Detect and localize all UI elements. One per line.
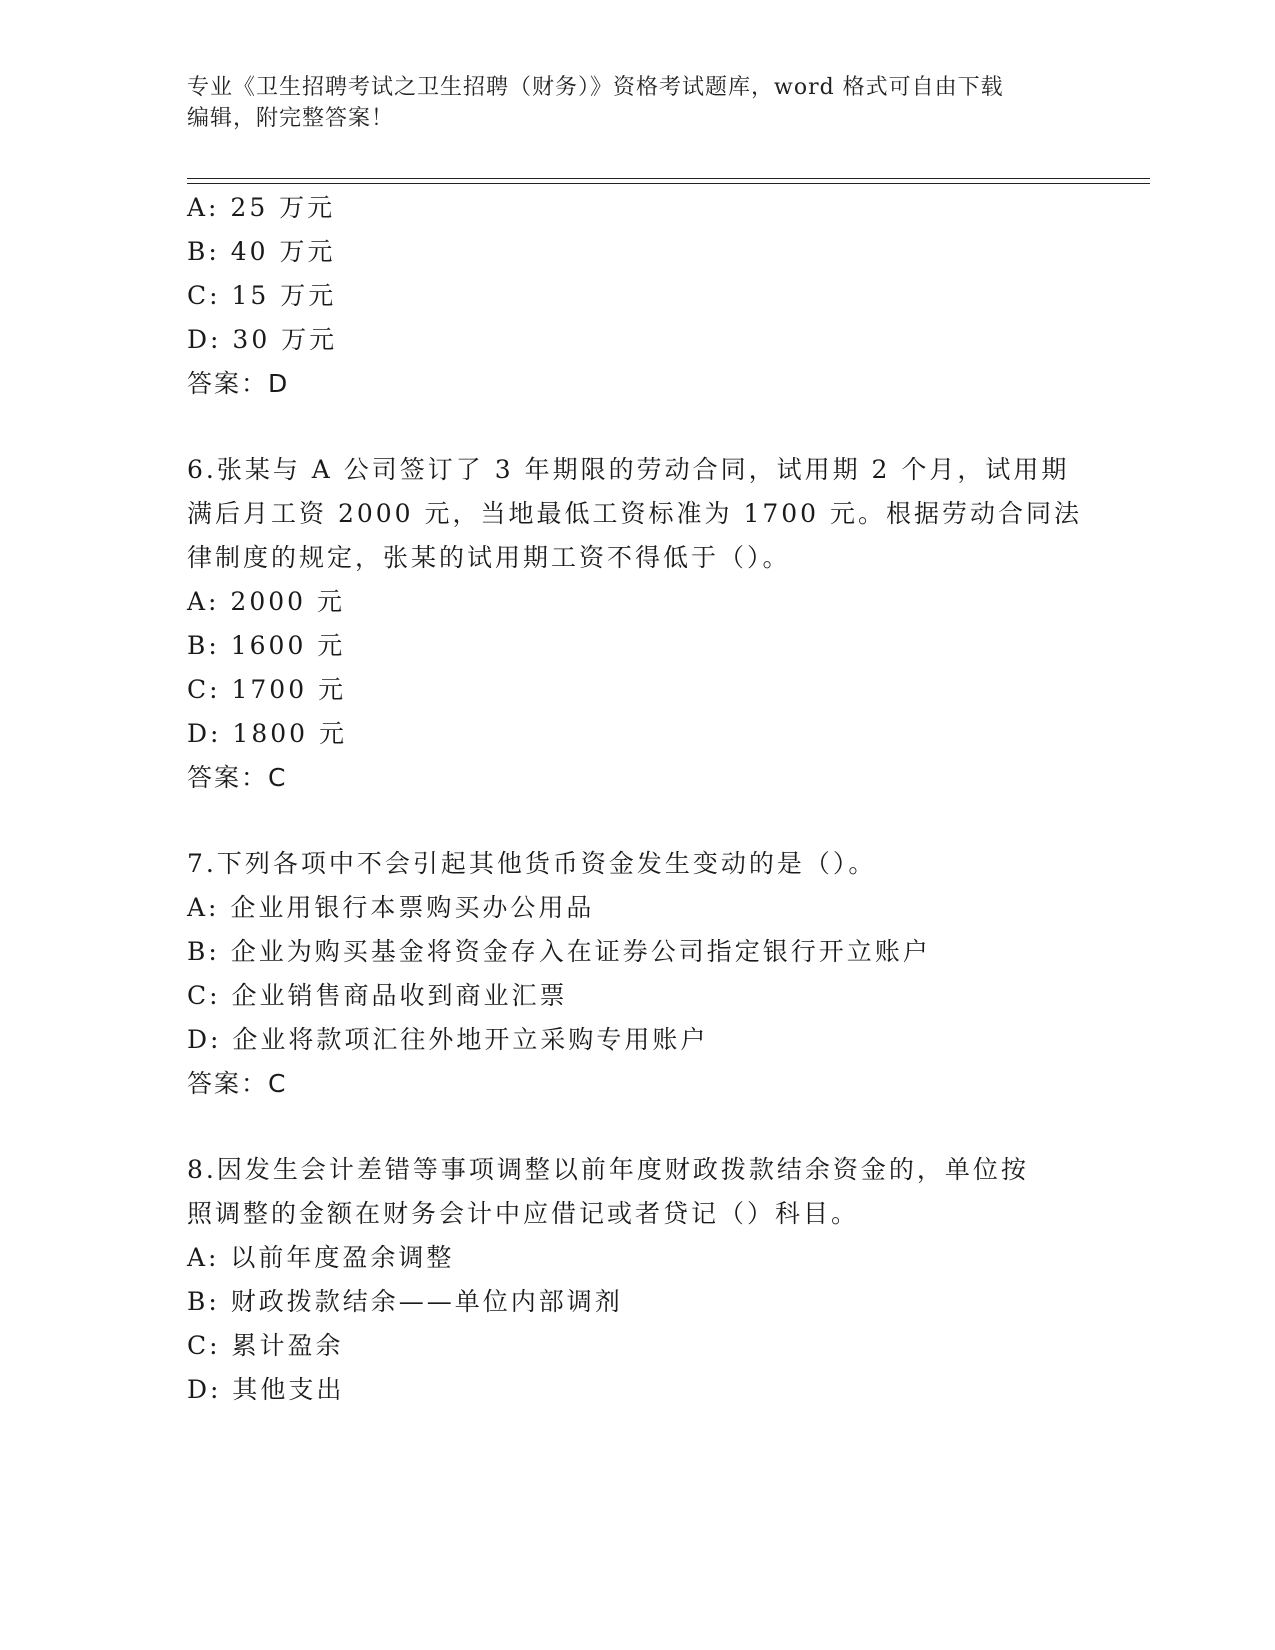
q6-answer: 答案：C bbox=[187, 763, 288, 792]
q7-option-a: A: 企业用银行本票购买办公用品 bbox=[187, 893, 595, 922]
header-line-2: 编辑，附完整答案！ bbox=[187, 106, 395, 131]
q5-option-d: D: 30 万元 bbox=[187, 325, 338, 354]
q5-option-b: B: 40 万元 bbox=[187, 237, 336, 266]
q8-option-b: B: 财政拨款结余——单位内部调剂 bbox=[187, 1287, 623, 1316]
header-rule-top bbox=[187, 178, 1150, 179]
header-rule-bottom bbox=[187, 183, 1150, 184]
q5-answer: 答案：D bbox=[187, 369, 290, 398]
q7-option-d: D: 企业将款项汇往外地开立采购专用账户 bbox=[187, 1025, 709, 1054]
q8-option-a: A: 以前年度盈余调整 bbox=[187, 1243, 455, 1272]
q6-option-d: D: 1800 元 bbox=[187, 719, 347, 748]
q6-option-c: C: 1700 元 bbox=[187, 675, 347, 704]
q7-stem-line-1: 7.下列各项中不会引起其他货币资金发生变动的是（）。 bbox=[187, 849, 877, 878]
q8-stem-line-2: 照调整的金额在财务会计中应借记或者贷记（）科目。 bbox=[187, 1199, 860, 1228]
q6-option-b: B: 1600 元 bbox=[187, 631, 346, 660]
q8-option-c: C: 累计盈余 bbox=[187, 1331, 344, 1360]
q5-option-c: C: 15 万元 bbox=[187, 281, 337, 310]
q6-option-a: A: 2000 元 bbox=[187, 587, 345, 616]
q7-answer: 答案：C bbox=[187, 1069, 288, 1098]
q7-option-b: B: 企业为购买基金将资金存入在证券公司指定银行开立账户 bbox=[187, 937, 931, 966]
q6-stem-line-3: 律制度的规定，张某的试用期工资不得低于（）。 bbox=[187, 543, 791, 572]
q6-stem-line-2: 满后月工资 2000 元，当地最低工资标准为 1700 元。根据劳动合同法 bbox=[187, 499, 1083, 528]
header-line-1: 专业《卫生招聘考试之卫生招聘（财务）》资格考试题库，word 格式可自由下载 bbox=[187, 75, 1004, 100]
q5-option-a: A: 25 万元 bbox=[187, 193, 336, 222]
document-header bbox=[187, 72, 1067, 134]
q6-stem-line-1: 6.张某与 A 公司签订了 3 年期限的劳动合同，试用期 2 个月，试用期 bbox=[187, 455, 1070, 484]
q8-stem-line-1: 8.因发生会计差错等事项调整以前年度财政拨款结余资金的，单位按 bbox=[187, 1155, 1029, 1184]
q8-option-d: D: 其他支出 bbox=[187, 1375, 345, 1404]
q7-option-c: C: 企业销售商品收到商业汇票 bbox=[187, 981, 568, 1010]
